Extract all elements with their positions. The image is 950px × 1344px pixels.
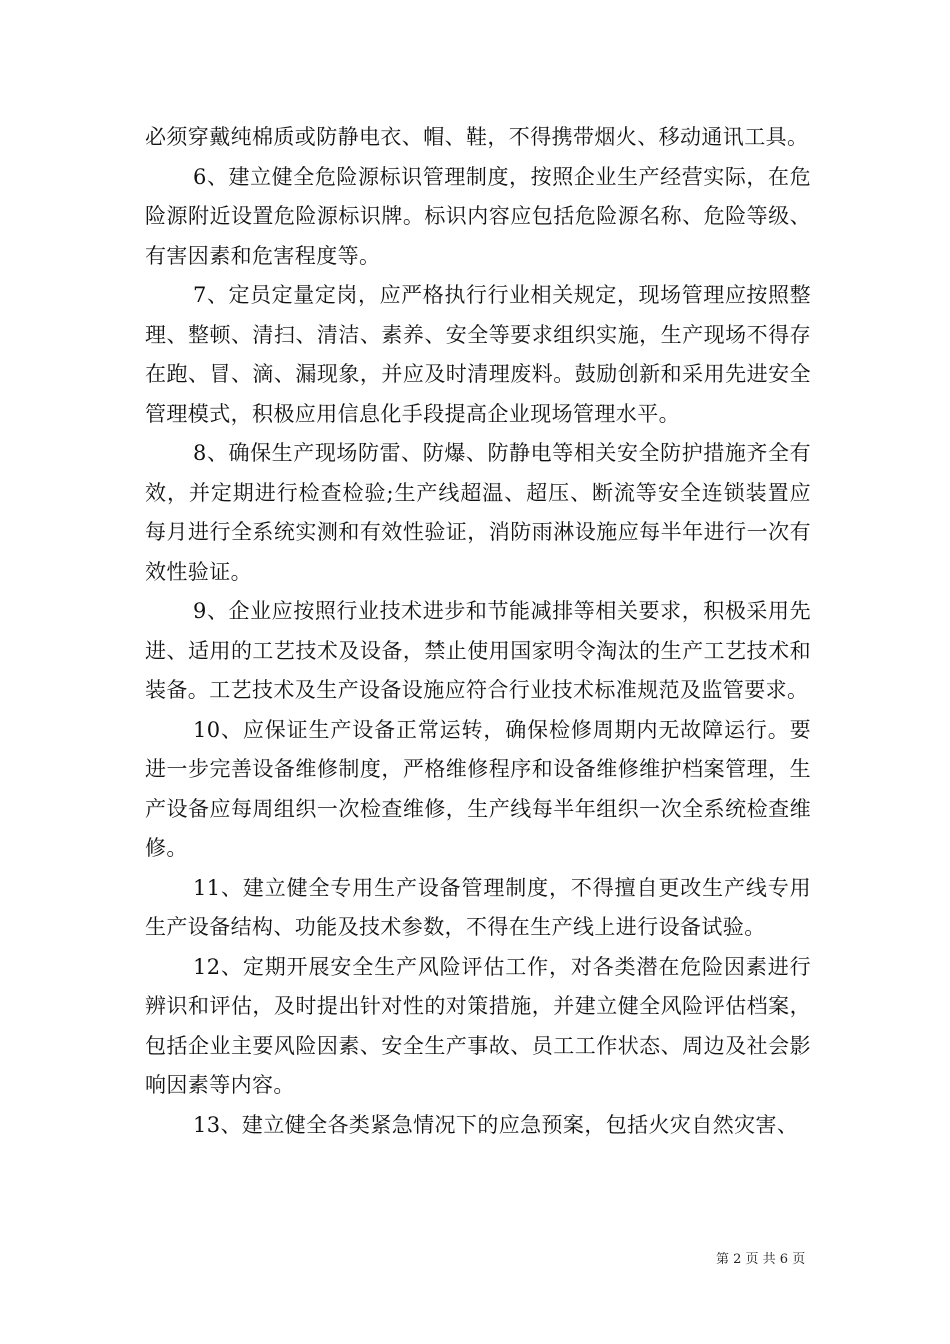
paragraph-item-11: 11、建立健全专用生产设备管理制度，不得擅自更改生产线专用生产设备结构、功能及技术参数，不得在生产线上进行设备试验。 xyxy=(145,875,811,939)
paragraph-item-12: 12、定期开展安全生产风险评估工作，对各类潜在危险因素进行辨识和评估，及时提出针对性的对策措施，并建立健全风险评估档案，包括企业主要风险因素、安全生产事故、员工工作状态、周边及社会影响因素等内容。 xyxy=(145,954,811,1097)
document-body xyxy=(145,118,811,1145)
paragraph-item-9: 9、企业应按照行业技术进步和节能减排等相关要求，积极采用先进、适用的工艺技术及设备，禁止使用国家明令淘汰的生产工艺技术和装备。工艺技术及生产设备设施应符合行业技术标准规范及监管要求。 xyxy=(145,599,811,702)
paragraph-1: 必须穿戴纯棉质或防静电衣、帽、鞋，不得携带烟火、移动通讯工具。 xyxy=(145,125,809,149)
paragraph-item-8: 8、确保生产现场防雷、防爆、防静电等相关安全防护措施齐全有效，并定期进行检查检验;生产线超温、超压、断流等安全连锁装置应每月进行全系统实测和有效性验证，消防雨淋设施应每半年进行一次有效性验证。 xyxy=(145,441,811,584)
paragraph-item-10: 10、应保证生产设备正常运转，确保检修周期内无故障运行。要进一步完善设备维修制度，严格维修程序和设备维修维护档案管理，生产设备应每周组织一次检查维修，生产线每半年组织一次全系统检查维修。 xyxy=(145,717,811,860)
page-number-footer: 第 2 页 共 6 页 xyxy=(716,1252,806,1267)
paragraph-item-6: 6、建立健全危险源标识管理制度，按照企业生产经营实际，在危险源附近设置危险源标识牌。标识内容应包括危险源名称、危险等级、有害因素和危害程度等。 xyxy=(145,164,811,268)
paragraph-item-13: 13、建立健全各类紧急情况下的应急预案，包括火灾自然灾害、 xyxy=(193,1112,799,1137)
paragraph-item-7: 7、定员定量定岗，应严格执行行业相关规定，现场管理应按照整理、整顿、清扫、清洁、素养、安全等要求组织实施，生产现场不得存在跑、冒、滴、漏现象，并应及时清理废料。鼓励创新和采用先进安全管理模式，积极应用信息化手段提高企业现场管理水平。 xyxy=(145,283,811,426)
